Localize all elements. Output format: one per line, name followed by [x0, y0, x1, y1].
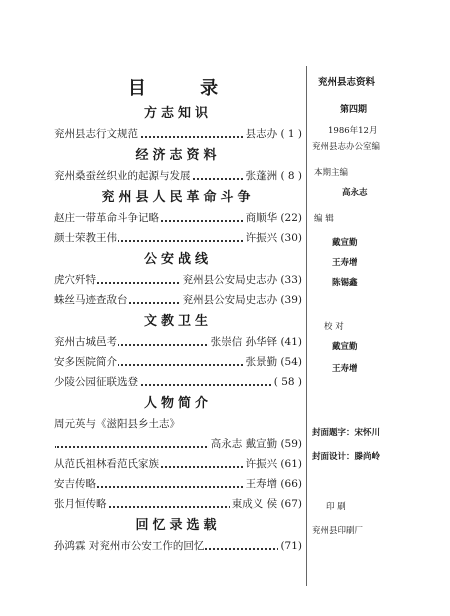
toc-entry: [54, 124, 302, 144]
entry-title: 兖州古城邑考: [54, 336, 117, 348]
proofreader-name: 戴宣勤: [332, 342, 358, 352]
editor-name: 陈锡鑫: [332, 278, 358, 288]
entry-title: 安吉传略: [54, 478, 96, 490]
journal-name: 兖州县志资料: [318, 77, 376, 88]
chief-editor-label: 本期主编: [314, 168, 349, 178]
toc-title: 目 录: [127, 78, 243, 99]
toc-entry: [54, 372, 302, 392]
entry-author-page: 许振兴 (30): [244, 228, 302, 248]
entry-title: 周元英与《滋阳县乡土志》: [54, 418, 180, 430]
issue-date: 1986年12月: [328, 126, 378, 136]
printer-name: 兖州县印刷厂: [312, 526, 364, 536]
toc-entry: [54, 270, 302, 290]
entry-author-page: (71): [278, 536, 302, 556]
entry-author-page: 张蓬洲 ( 8 ): [244, 166, 302, 186]
toc-entry: [54, 474, 302, 494]
toc-entry: [54, 290, 302, 310]
entry-author-page: 张崇信 孙华铎 (41): [209, 332, 302, 352]
entry-author-page: 兖州县公安局史志办 (39): [181, 290, 302, 310]
section-heading: 回忆录选载: [135, 518, 221, 533]
entry-author-page: 王寿增 (66): [244, 474, 302, 494]
entry-title: 兖州桑蚕丝织业的起源与发展: [54, 170, 191, 182]
editor-name: 王寿增: [332, 258, 358, 268]
toc-entry: [54, 228, 302, 248]
section-heading: 方志知识: [143, 106, 212, 121]
entry-title: 兖州县志行文规范: [54, 128, 138, 140]
toc-entry: [54, 454, 302, 474]
entry-author-page: 高永志 戴宣勤 (59): [209, 434, 302, 454]
entry-author-page: 商顺华 (22): [244, 208, 302, 228]
section-heading: 文教卫生: [143, 314, 212, 329]
toc-entry: [54, 332, 302, 352]
section-heading: 兖州县人民革命斗争: [101, 190, 255, 205]
cover-design-credit: 封面设计：滕尚岭: [312, 452, 381, 462]
entry-author-page: 张景勤 (54): [244, 352, 302, 372]
editor-name: 戴宣勤: [332, 238, 358, 248]
entry-title: 蛛丝马迹查敌台: [54, 294, 128, 306]
entry-title: 孙鸿霖 对兖州市公安工作的回忆: [54, 540, 205, 552]
chief-editor-name: 高永志: [342, 188, 368, 198]
toc-body: [54, 104, 302, 556]
editing-label: 编 辑: [314, 214, 334, 224]
toc-entry: [54, 414, 302, 434]
toc-entry: [54, 536, 302, 556]
entry-title: [54, 438, 55, 450]
section-heading: 公安战线: [143, 252, 212, 267]
table-of-contents: [54, 78, 302, 556]
toc-entry: [54, 494, 302, 514]
toc-entry: [54, 208, 302, 228]
entry-title: 从范氏祖林看范氏家族: [54, 458, 159, 470]
entry-author-page: 许振兴 (61): [244, 454, 302, 474]
cover-calligraphy-credit: 封面题字：宋怀川: [312, 428, 381, 438]
toc-entry: [54, 166, 302, 186]
entry-author-page: 兖州县公安局史志办 (33): [181, 270, 302, 290]
entry-author-page: ( 58 ): [272, 372, 302, 392]
toc-entry: [54, 434, 302, 454]
printing-label: 印 刷: [326, 502, 346, 512]
proofread-label: 校 对: [324, 322, 344, 332]
entry-title: 张月恒传略: [54, 498, 107, 510]
section-heading: 人物简介: [143, 396, 212, 411]
toc-entry: [54, 352, 302, 372]
proofreader-name: 王寿增: [332, 364, 358, 374]
entry-author-page: 東成义 侯 (67): [230, 494, 302, 514]
entry-author-page: 县志办 ( 1 ): [244, 124, 302, 144]
entry-title: 赵庄一带革命斗争记略: [54, 212, 159, 224]
issue-number: 第四期: [340, 105, 368, 115]
entry-title: 安多医院简介: [54, 356, 117, 368]
entry-title: 颜士荣教王伟: [54, 232, 117, 244]
entry-title: 少陵公园征联选登: [54, 376, 138, 388]
entry-title: 虎穴歼特: [54, 274, 96, 286]
editor-org: 兖州县志办公室编: [312, 142, 381, 152]
section-heading: 经济志资料: [135, 148, 221, 163]
column-divider: [306, 66, 307, 586]
